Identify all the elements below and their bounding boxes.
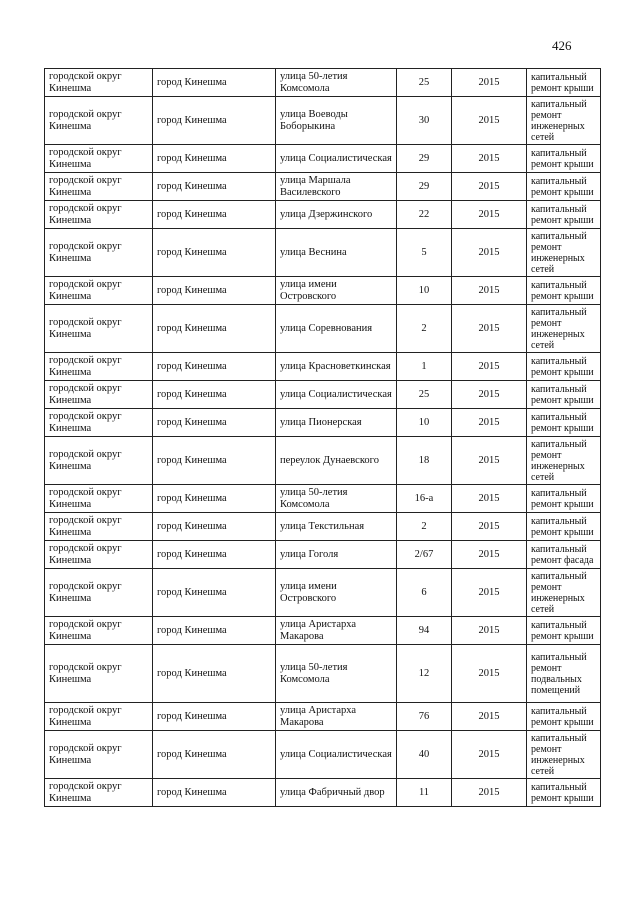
street-cell: улица Аристарха Макарова — [276, 617, 397, 645]
municipality-cell: городской округ Кинешма — [45, 617, 153, 645]
work-type-cell: капитальный ремонт инженерных сетей — [527, 97, 601, 145]
house-number-cell: 22 — [397, 201, 452, 229]
street-cell: улица Красноветкинская — [276, 353, 397, 381]
work-type-cell: капитальный ремонт крыши — [527, 703, 601, 731]
year-cell: 2015 — [452, 437, 527, 485]
work-type-cell: капитальный ремонт инженерных сетей — [527, 569, 601, 617]
work-type-cell: капитальный ремонт крыши — [527, 353, 601, 381]
work-type-cell: капитальный ремонт крыши — [527, 779, 601, 807]
municipality-cell: городской округ Кинешма — [45, 437, 153, 485]
house-number-cell: 30 — [397, 97, 452, 145]
city-cell: город Кинешма — [153, 541, 276, 569]
year-cell: 2015 — [452, 69, 527, 97]
municipality-cell: городской округ Кинешма — [45, 731, 153, 779]
city-cell: город Кинешма — [153, 731, 276, 779]
table-row — [45, 353, 601, 381]
house-number-cell: 11 — [397, 779, 452, 807]
page-number: 426 — [552, 38, 572, 53]
house-number-cell: 10 — [397, 409, 452, 437]
year-cell: 2015 — [452, 277, 527, 305]
house-number-cell: 18 — [397, 437, 452, 485]
street-cell: улица 50-летия Комсомола — [276, 485, 397, 513]
year-cell: 2015 — [452, 173, 527, 201]
work-type-cell: капитальный ремонт инженерных сетей — [527, 305, 601, 353]
table-row — [45, 703, 601, 731]
table-row — [45, 731, 601, 779]
house-number-cell: 5 — [397, 229, 452, 277]
street-cell: улица 50-летия Комсомола — [276, 69, 397, 97]
year-cell: 2015 — [452, 541, 527, 569]
street-cell: улица Пионерская — [276, 409, 397, 437]
year-cell: 2015 — [452, 731, 527, 779]
municipality-cell: городской округ Кинешма — [45, 69, 153, 97]
year-cell: 2015 — [452, 485, 527, 513]
city-cell: город Кинешма — [153, 513, 276, 541]
table-row — [45, 779, 601, 807]
street-cell: улица Аристарха Макарова — [276, 703, 397, 731]
table-row — [45, 645, 601, 703]
house-number-cell: 12 — [397, 645, 452, 703]
table-row — [45, 69, 601, 97]
work-type-cell: капитальный ремонт крыши — [527, 513, 601, 541]
street-cell: улица Маршала Василевского — [276, 173, 397, 201]
house-number-cell: 76 — [397, 703, 452, 731]
street-cell: улица имени Островского — [276, 277, 397, 305]
municipality-cell: городской округ Кинешма — [45, 145, 153, 173]
city-cell: город Кинешма — [153, 305, 276, 353]
municipality-cell: городской округ Кинешма — [45, 305, 153, 353]
city-cell: город Кинешма — [153, 645, 276, 703]
work-type-cell: капитальный ремонт крыши — [527, 409, 601, 437]
city-cell: город Кинешма — [153, 703, 276, 731]
street-cell: улица 50-летия Комсомола — [276, 645, 397, 703]
street-cell: улица Соревнования — [276, 305, 397, 353]
house-number-cell: 6 — [397, 569, 452, 617]
table-row — [45, 277, 601, 305]
year-cell: 2015 — [452, 97, 527, 145]
house-number-cell: 25 — [397, 381, 452, 409]
municipality-cell: городской округ Кинешма — [45, 381, 153, 409]
municipality-cell: городской округ Кинешма — [45, 779, 153, 807]
table-row — [45, 97, 601, 145]
city-cell: город Кинешма — [153, 437, 276, 485]
work-type-cell: капитальный ремонт крыши — [527, 173, 601, 201]
table-row — [45, 409, 601, 437]
house-number-cell: 10 — [397, 277, 452, 305]
year-cell: 2015 — [452, 779, 527, 807]
municipality-cell: городской округ Кинешма — [45, 703, 153, 731]
work-type-cell: капитальный ремонт инженерных сетей — [527, 437, 601, 485]
city-cell: город Кинешма — [153, 617, 276, 645]
city-cell: город Кинешма — [153, 173, 276, 201]
year-cell: 2015 — [452, 305, 527, 353]
municipality-cell: городской округ Кинешма — [45, 97, 153, 145]
city-cell: город Кинешма — [153, 69, 276, 97]
work-type-cell: капитальный ремонт подвальных помещений — [527, 645, 601, 703]
year-cell: 2015 — [452, 513, 527, 541]
year-cell: 2015 — [452, 645, 527, 703]
work-type-cell: капитальный ремонт крыши — [527, 277, 601, 305]
work-type-cell: капитальный ремонт инженерных сетей — [527, 229, 601, 277]
work-type-cell: капитальный ремонт крыши — [527, 485, 601, 513]
table-row — [45, 569, 601, 617]
table-row — [45, 173, 601, 201]
year-cell: 2015 — [452, 381, 527, 409]
year-cell: 2015 — [452, 703, 527, 731]
table-row — [45, 145, 601, 173]
city-cell: город Кинешма — [153, 409, 276, 437]
year-cell: 2015 — [452, 569, 527, 617]
street-cell: улица Социалистическая — [276, 145, 397, 173]
house-number-cell: 94 — [397, 617, 452, 645]
city-cell: город Кинешма — [153, 145, 276, 173]
house-number-cell: 1 — [397, 353, 452, 381]
year-cell: 2015 — [452, 201, 527, 229]
year-cell: 2015 — [452, 353, 527, 381]
municipality-cell: городской округ Кинешма — [45, 409, 153, 437]
city-cell: город Кинешма — [153, 97, 276, 145]
year-cell: 2015 — [452, 229, 527, 277]
table-row — [45, 381, 601, 409]
house-number-cell: 2 — [397, 513, 452, 541]
table-row — [45, 229, 601, 277]
municipality-cell: городской округ Кинешма — [45, 513, 153, 541]
municipality-cell: городской округ Кинешма — [45, 229, 153, 277]
municipality-cell: городской округ Кинешма — [45, 173, 153, 201]
street-cell: улица Дзержинского — [276, 201, 397, 229]
municipality-cell: городской округ Кинешма — [45, 569, 153, 617]
table-row — [45, 513, 601, 541]
house-number-cell: 29 — [397, 173, 452, 201]
table-row — [45, 617, 601, 645]
repair-schedule-body — [45, 69, 601, 807]
street-cell: улица имени Островского — [276, 569, 397, 617]
work-type-cell: капитальный ремонт крыши — [527, 381, 601, 409]
municipality-cell: городской округ Кинешма — [45, 645, 153, 703]
table-row — [45, 201, 601, 229]
municipality-cell: городской округ Кинешма — [45, 541, 153, 569]
city-cell: город Кинешма — [153, 485, 276, 513]
street-cell: улица Воеводы Боборыкина — [276, 97, 397, 145]
house-number-cell: 40 — [397, 731, 452, 779]
house-number-cell: 2/67 — [397, 541, 452, 569]
street-cell: улица Социалистическая — [276, 381, 397, 409]
table-row — [45, 485, 601, 513]
house-number-cell: 29 — [397, 145, 452, 173]
municipality-cell: городской округ Кинешма — [45, 353, 153, 381]
repair-schedule-table — [44, 68, 601, 807]
table-row — [45, 541, 601, 569]
city-cell: город Кинешма — [153, 229, 276, 277]
municipality-cell: городской округ Кинешма — [45, 277, 153, 305]
work-type-cell: капитальный ремонт крыши — [527, 201, 601, 229]
city-cell: город Кинешма — [153, 381, 276, 409]
work-type-cell: капитальный ремонт крыши — [527, 69, 601, 97]
house-number-cell: 16-а — [397, 485, 452, 513]
street-cell: улица Фабричный двор — [276, 779, 397, 807]
city-cell: город Кинешма — [153, 201, 276, 229]
table-row — [45, 437, 601, 485]
table-row — [45, 305, 601, 353]
street-cell: переулок Дунаевского — [276, 437, 397, 485]
work-type-cell: капитальный ремонт инженерных сетей — [527, 731, 601, 779]
street-cell: улица Социалистическая — [276, 731, 397, 779]
street-cell: улица Текстильная — [276, 513, 397, 541]
year-cell: 2015 — [452, 617, 527, 645]
house-number-cell: 2 — [397, 305, 452, 353]
city-cell: город Кинешма — [153, 353, 276, 381]
municipality-cell: городской округ Кинешма — [45, 485, 153, 513]
year-cell: 2015 — [452, 409, 527, 437]
city-cell: город Кинешма — [153, 277, 276, 305]
city-cell: город Кинешма — [153, 569, 276, 617]
work-type-cell: капитальный ремонт крыши — [527, 617, 601, 645]
work-type-cell: капитальный ремонт крыши — [527, 145, 601, 173]
street-cell: улица Гоголя — [276, 541, 397, 569]
year-cell: 2015 — [452, 145, 527, 173]
city-cell: город Кинешма — [153, 779, 276, 807]
municipality-cell: городской округ Кинешма — [45, 201, 153, 229]
work-type-cell: капитальный ремонт фасада — [527, 541, 601, 569]
house-number-cell: 25 — [397, 69, 452, 97]
street-cell: улица Веснина — [276, 229, 397, 277]
